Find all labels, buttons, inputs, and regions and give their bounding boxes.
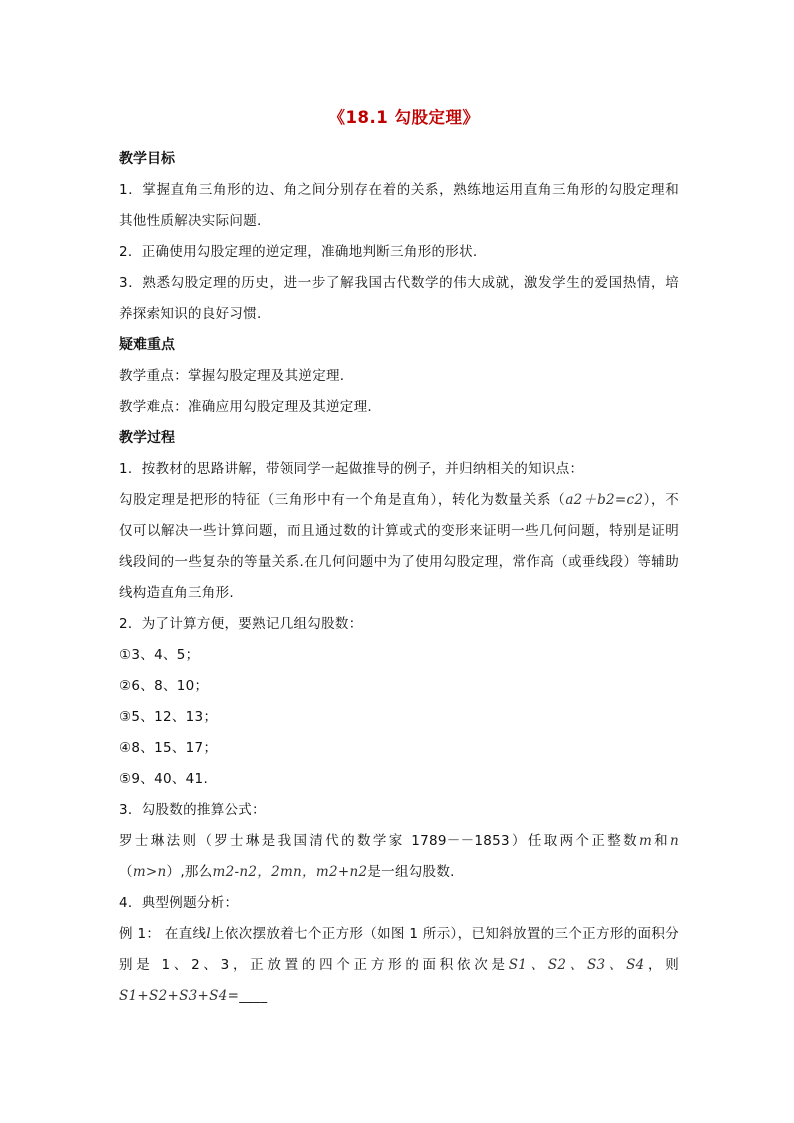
triple-item: ①3、4、5； xyxy=(119,647,200,663)
pythagorean-explanation xyxy=(119,485,679,609)
rule-and: 和 xyxy=(652,833,670,849)
pythagorean-formula: a2＋b2=c2 xyxy=(565,492,644,508)
teaching-key-point: 教学重点：掌握勾股定理及其逆定理. xyxy=(119,368,345,384)
triple-item: ②6、8、10； xyxy=(119,678,209,694)
rule-cond-close: ）,那么 xyxy=(166,864,213,880)
answer-blank: ____ xyxy=(239,988,268,1004)
square-areas: S1、S2、S3、S4 xyxy=(508,957,645,973)
variable-m: m xyxy=(638,833,653,849)
rule-expressions: m2-n2，2mn，m2+n2 xyxy=(212,864,368,880)
triple-item: ③5、12、13； xyxy=(119,709,218,725)
luo-shilin-rule xyxy=(119,826,679,888)
explanation-text-b: ），不仅可以解决一些计算问题，而且通过数的计算或式的变形来证明一些几何问题，特别是证明线段间的一些复杂的等量关系.在几何问题中为了使用勾股定理，常作高（或垂线段）等辅助线构造直角三角形. xyxy=(119,492,679,601)
triple-item: ④8、15、17； xyxy=(119,740,218,756)
process-step-4: 4．典型例题分析： xyxy=(119,895,239,911)
rule-condition: m>n xyxy=(132,864,167,880)
document-page xyxy=(119,104,679,1012)
triple-item: ⑤9、40、41. xyxy=(119,771,209,787)
process-step-1: 1．按教材的思路讲解，带领同学一起做推导的例子，并归纳相关的知识点： xyxy=(119,461,584,477)
section-heading-goals: 教学目标 xyxy=(119,151,175,167)
example-text-c: ，则 xyxy=(644,957,679,973)
rule-text-a: 罗士琳法则（罗士琳是我国清代的数学家 1789－－1853）任取两个正整数 xyxy=(119,833,639,849)
rule-text-b: 是一组勾股数. xyxy=(367,864,455,880)
teaching-difficulty: 教学难点：准确应用勾股定理及其逆定理. xyxy=(119,399,372,415)
variable-n: n xyxy=(670,833,679,849)
goal-item-2: 2．正确使用勾股定理的逆定理，准确地判断三角形的形状. xyxy=(119,244,478,260)
goal-item-3: 3．熟悉勾股定理的历史，进一步了解我国古代数学的伟大成就，激发学生的爱国热情，培养探索知识的良好习惯. xyxy=(119,275,679,322)
rule-cond-open: （ xyxy=(119,864,133,880)
example-1 xyxy=(119,919,679,1012)
process-step-3: 3．勾股数的推算公式： xyxy=(119,802,266,818)
example-text-a: 例 1： 在直线 xyxy=(119,926,207,942)
section-heading-key-points: 疑难重点 xyxy=(119,337,175,353)
line-l: l xyxy=(206,926,211,942)
process-step-2: 2．为了计算方便，要熟记几组勾股数： xyxy=(119,616,363,632)
explanation-text-a: 勾股定理是把形的特征（三角形中有一个角是直角），转化为数量关系（ xyxy=(119,492,566,508)
goal-item-1: 1．掌握直角三角形的边、角之间分别存在着的关系，熟练地运用直角三角形的勾股定理和其他性质解决实际问题. xyxy=(119,182,679,229)
section-heading-process: 教学过程 xyxy=(119,430,175,446)
area-sum: S1+S2+S3+S4= xyxy=(119,988,240,1004)
page-title: 《18.1 勾股定理》 xyxy=(328,108,480,127)
example-text-b: 上依次摆放着七个正方形（如图 1 所示），已知斜放置的三个正方形的面积分别是 1、2、3，正放置的四个正方形的面积依次是 xyxy=(119,926,679,973)
